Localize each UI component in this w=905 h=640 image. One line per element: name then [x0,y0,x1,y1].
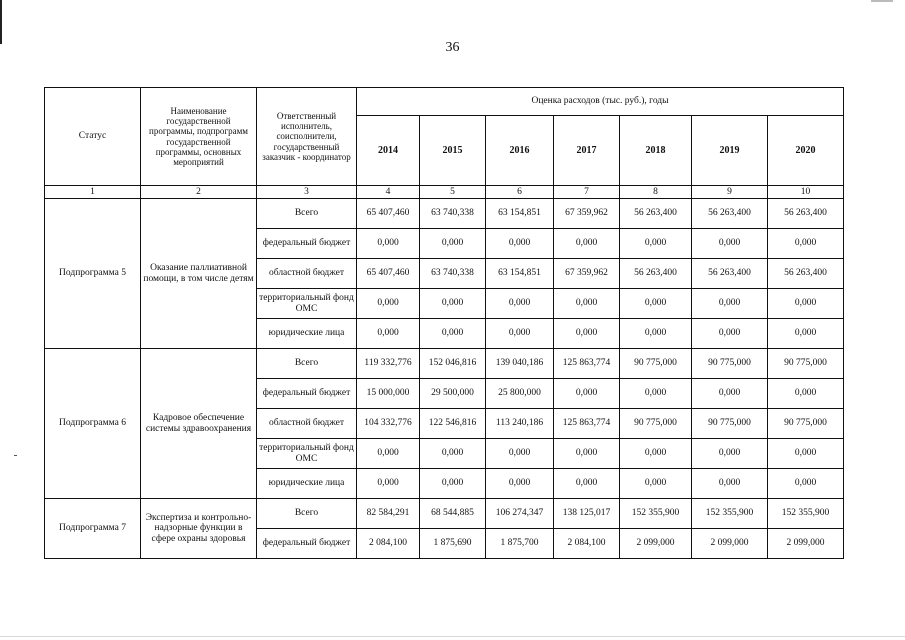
cost-value: 0,000 [620,229,692,259]
funding-source: Всего [257,499,357,529]
cost-value: 0,000 [486,289,554,319]
cost-value: 65 407,460 [357,259,420,289]
subprogram-name: Кадровое обеспечение системы здравоохранения [141,349,257,499]
cost-value: 0,000 [554,289,620,319]
cost-value: 1 875,690 [420,529,486,559]
cost-value: 65 407,460 [357,199,420,229]
cost-value: 152 355,900 [692,499,768,529]
cost-value: 0,000 [420,469,486,499]
cost-value: 0,000 [692,469,768,499]
cost-value: 29 500,000 [420,379,486,409]
cost-value: 63 154,851 [486,259,554,289]
scan-left-edge-mark [0,0,2,44]
cost-value: 67 359,962 [554,259,620,289]
cost-value: 2 084,100 [357,529,420,559]
cost-value: 0,000 [620,469,692,499]
cost-value: 152 355,900 [768,499,844,529]
header-responsible: Ответственный исполнитель, соисполнители, государственный заказчик - координатор [257,88,357,186]
cost-value: 0,000 [357,289,420,319]
cost-value: 0,000 [486,439,554,469]
column-number: 2 [141,186,257,199]
funding-source: федеральный бюджет [257,229,357,259]
column-number: 1 [45,186,141,199]
cost-value: 90 775,000 [620,409,692,439]
cost-value: 0,000 [554,229,620,259]
scan-top-smudge [871,0,893,2]
cost-value: 2 099,000 [692,529,768,559]
cost-value: 106 274,347 [486,499,554,529]
cost-value: 0,000 [768,289,844,319]
cost-value: 0,000 [768,469,844,499]
cost-value: 90 775,000 [620,349,692,379]
cost-value: 25 800,000 [486,379,554,409]
cost-value: 0,000 [486,229,554,259]
header-year-2: 2016 [486,116,554,186]
cost-value: 0,000 [620,439,692,469]
cost-value: 0,000 [420,229,486,259]
cost-value: 1 875,700 [486,529,554,559]
funding-source: областной бюджет [257,259,357,289]
funding-source: Всего [257,199,357,229]
cost-value: 63 740,338 [420,259,486,289]
cost-value: 104 332,776 [357,409,420,439]
subprogram-name: Экспертиза и контрольно-надзорные функции в сфере охраны здоровья [141,499,257,559]
cost-value: 56 263,400 [768,259,844,289]
subprogram-status: Подпрограмма 7 [45,499,141,559]
scan-margin-dot [14,455,17,456]
funding-source: федеральный бюджет [257,529,357,559]
cost-value: 122 546,816 [420,409,486,439]
cost-value: 0,000 [357,229,420,259]
cost-value: 0,000 [554,379,620,409]
header-year-5: 2019 [692,116,768,186]
subprogram-name: Оказание паллиативной помощи, в том числе детям [141,199,257,349]
cost-value: 0,000 [768,379,844,409]
cost-value: 0,000 [357,319,420,349]
cost-value: 56 263,400 [692,199,768,229]
cost-value: 0,000 [420,439,486,469]
budget-table [44,87,844,559]
cost-value: 56 263,400 [620,259,692,289]
subprogram-status: Подпрограмма 6 [45,349,141,499]
cost-value: 90 775,000 [768,409,844,439]
cost-value: 0,000 [692,439,768,469]
cost-value: 82 584,291 [357,499,420,529]
cost-value: 2 099,000 [768,529,844,559]
header-year-6: 2020 [768,116,844,186]
cost-value: 0,000 [420,319,486,349]
cost-value: 56 263,400 [692,259,768,289]
table-row [45,349,844,379]
header-year-0: 2014 [357,116,420,186]
cost-value: 0,000 [768,319,844,349]
cost-value: 0,000 [692,319,768,349]
cost-value: 0,000 [692,229,768,259]
cost-value: 63 154,851 [486,199,554,229]
cost-value: 56 263,400 [620,199,692,229]
column-number: 3 [257,186,357,199]
subprogram-status: Подпрограмма 5 [45,199,141,349]
funding-source: областной бюджет [257,409,357,439]
page-number: 36 [445,40,460,55]
column-number: 4 [357,186,420,199]
cost-value: 0,000 [692,379,768,409]
funding-source: территориальный фонд ОМС [257,289,357,319]
cost-value: 2 084,100 [554,529,620,559]
cost-value: 0,000 [357,469,420,499]
column-number: 8 [620,186,692,199]
cost-value: 119 332,776 [357,349,420,379]
cost-value: 0,000 [620,289,692,319]
cost-value: 152 046,816 [420,349,486,379]
budget-table-container [44,87,843,559]
cost-value: 125 863,774 [554,349,620,379]
header-cost-group: Оценка расходов (тыс. руб.), годы [357,88,844,116]
column-number: 6 [486,186,554,199]
cost-value: 0,000 [554,319,620,349]
cost-value: 90 775,000 [692,409,768,439]
funding-source: федеральный бюджет [257,379,357,409]
table-row [45,199,844,229]
cost-value: 0,000 [768,229,844,259]
cost-value: 2 099,000 [620,529,692,559]
funding-source: Всего [257,349,357,379]
header-status: Статус [45,88,141,186]
funding-source: юридические лица [257,469,357,499]
cost-value: 0,000 [486,319,554,349]
cost-value: 0,000 [768,439,844,469]
header-name: Наименование государственной программы, подпрограмм государственной программы, основных мероприятий [141,88,257,186]
cost-value: 152 355,900 [620,499,692,529]
column-number: 7 [554,186,620,199]
cost-value: 15 000,000 [357,379,420,409]
funding-source: территориальный фонд ОМС [257,439,357,469]
column-number: 10 [768,186,844,199]
cost-value: 138 125,017 [554,499,620,529]
cost-value: 0,000 [420,289,486,319]
header-year-3: 2017 [554,116,620,186]
cost-value: 0,000 [620,319,692,349]
cost-value: 90 775,000 [768,349,844,379]
header-year-1: 2015 [420,116,486,186]
cost-value: 90 775,000 [692,349,768,379]
column-number: 5 [420,186,486,199]
header-year-4: 2018 [620,116,692,186]
table-row [45,499,844,529]
column-number: 9 [692,186,768,199]
cost-value: 0,000 [692,289,768,319]
cost-value: 68 544,885 [420,499,486,529]
funding-source: юридические лица [257,319,357,349]
cost-value: 125 863,774 [554,409,620,439]
cost-value: 63 740,338 [420,199,486,229]
cost-value: 0,000 [486,469,554,499]
cost-value: 67 359,962 [554,199,620,229]
cost-value: 0,000 [554,469,620,499]
scan-bottom-edge [0,636,905,637]
cost-value: 0,000 [554,439,620,469]
cost-value: 113 240,186 [486,409,554,439]
cost-value: 0,000 [620,379,692,409]
cost-value: 56 263,400 [768,199,844,229]
cost-value: 0,000 [357,439,420,469]
cost-value: 139 040,186 [486,349,554,379]
